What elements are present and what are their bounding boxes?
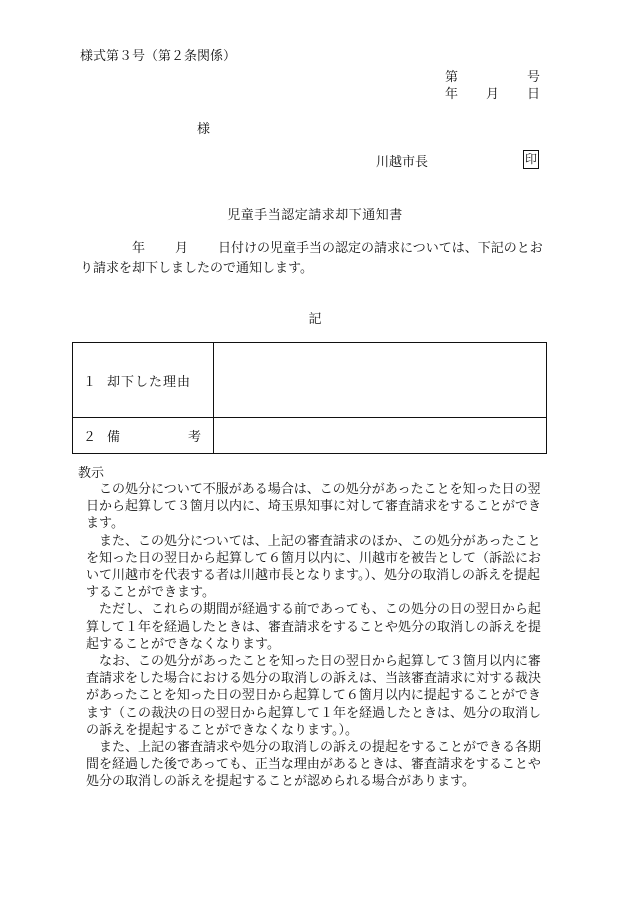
kyouji-heading: 教示 xyxy=(78,466,105,481)
sender-name: 川越市長 xyxy=(376,155,429,170)
document-date-day: 日 xyxy=(526,87,540,102)
body-date-line xyxy=(80,239,550,259)
document-number-suffix: 号 xyxy=(526,70,540,85)
kyouji-paragraph: なお、この処分があったことを知った日の翌日から起算して３箇月以内に審査請求をした場合における処分の取消しの訴えは、当該審査請求に対する裁決があったことを知った日の翌日から起算して６箇月以内に提起することができます（この裁決の日の翌日から起算して１年を経過したときは、処分の取消しの訴えを提起することができなくなります。）。 xyxy=(86,654,542,738)
ki-heading: 記 xyxy=(308,312,322,327)
reason-label-cell xyxy=(73,343,214,418)
kyouji-paragraph: また、この処分については、上記の審査請求のほか、この処分があったことを知った日の翌日から起算して６箇月以内に、川越市を被告として（訴訟において川越市を代表する者は川越市長となります。）、処分の取消しの訴えを提起することができます。 xyxy=(86,533,542,601)
document-number-prefix: 第 xyxy=(445,70,459,85)
body-paragraph xyxy=(80,239,550,279)
notes-label: 備 考 xyxy=(107,430,201,445)
body-continuation: り請求を却下しましたので通知します。 xyxy=(80,261,313,276)
body-date-month: 月 xyxy=(175,241,189,256)
kyouji-paragraph: ただし、これらの期間が経過する前であっても、この処分の日の翌日から起算して１年を経過したときは、審査請求をすることや処分の取消しの訴えを提起することができなくなります。 xyxy=(86,602,542,652)
document-date-month: 月 xyxy=(485,87,499,102)
kyouji-paragraph: この処分について不服がある場合は、この処分があったことを知った日の翌日から起算して３箇月以内に、埼玉県知事に対して審査請求をすることができます。 xyxy=(86,482,542,532)
body-date-year: 年 xyxy=(132,241,146,256)
record-table xyxy=(72,342,547,454)
table-row-notes xyxy=(73,418,547,454)
kyouji-body xyxy=(86,481,552,791)
addressee-suffix: 様 xyxy=(197,122,211,137)
notes-number: ２ xyxy=(83,430,97,445)
body-date-day-text: 日付けの児童手当の認定の請求については、下記のとお xyxy=(218,241,543,256)
notes-label-cell xyxy=(73,418,214,454)
document-title: 児童手当認定請求却下通知書 xyxy=(227,208,403,223)
form-number: 様式第３号（第２条関係） xyxy=(80,49,237,64)
seal-mark: 印 xyxy=(523,150,539,169)
reason-label: 却下した理由 xyxy=(107,374,192,390)
table-row-reason xyxy=(73,343,547,418)
kyouji-paragraph: また、上記の審査請求や処分の取消しの訴えの提起をすることができる各期間を経過した後であっても、正当な理由があるときは、審査請求をすることや処分の取消しの訴えを提起することが認められる場合があります。 xyxy=(86,740,542,790)
reason-number: １ xyxy=(83,374,97,390)
notes-value-cell xyxy=(214,418,547,454)
document-date-line xyxy=(445,83,540,102)
document-date-year: 年 xyxy=(445,87,459,102)
reason-value-cell xyxy=(214,343,547,418)
